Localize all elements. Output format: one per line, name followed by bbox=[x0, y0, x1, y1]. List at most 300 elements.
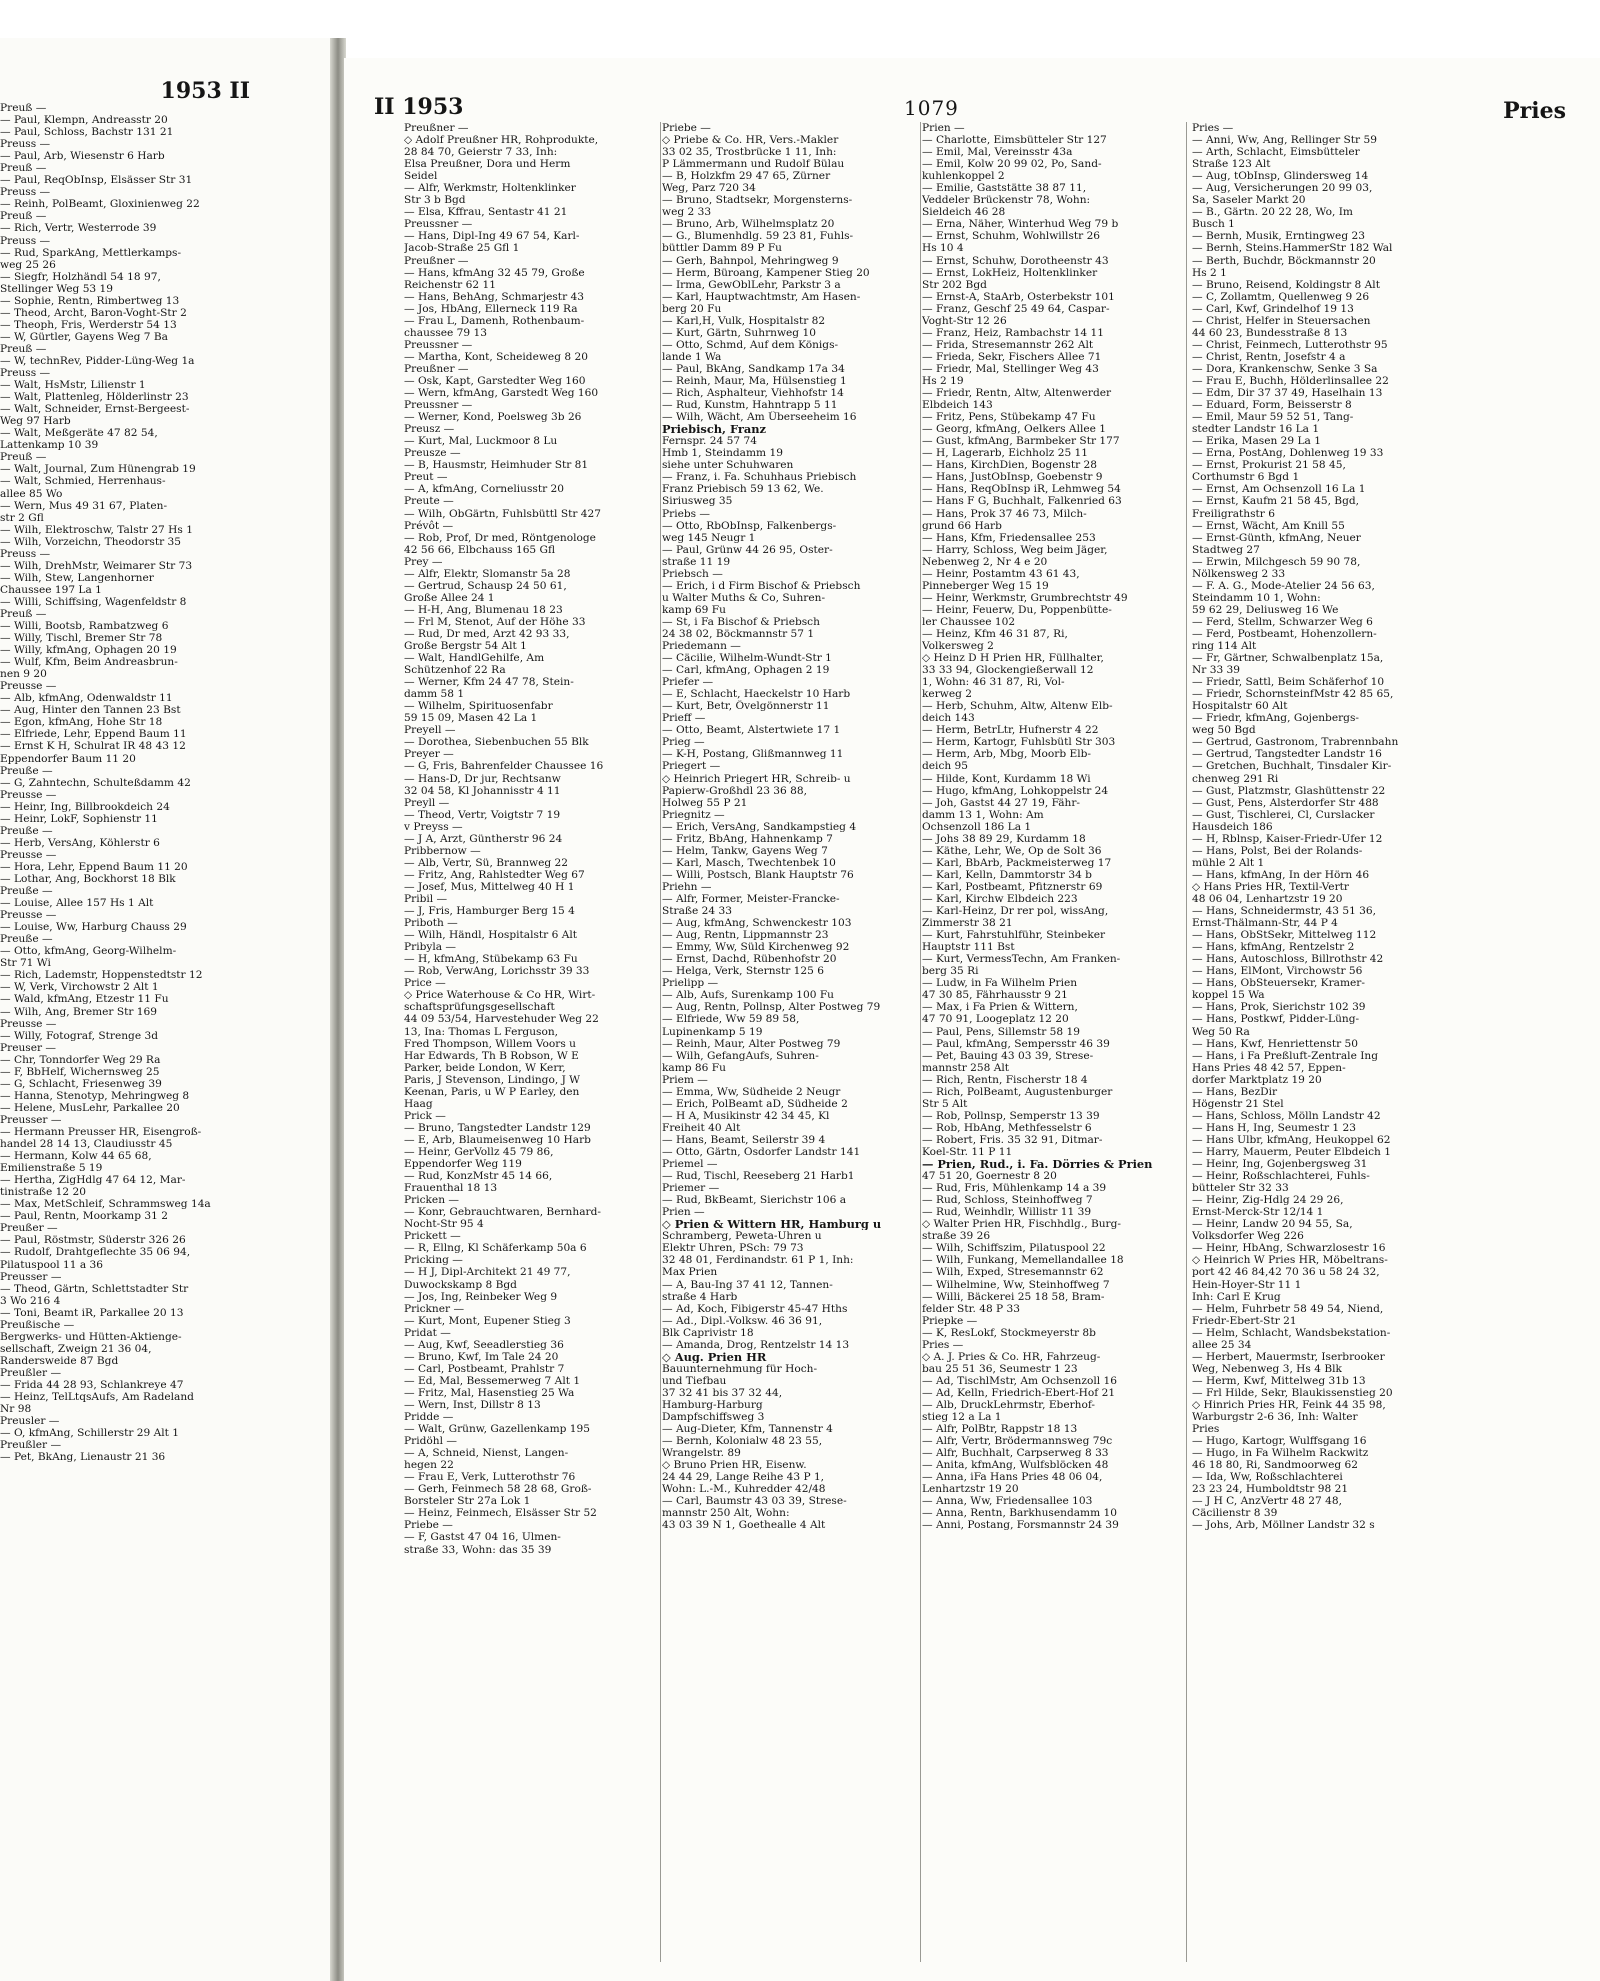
directory-entry-line: Reichenstr 62 11 bbox=[404, 278, 496, 291]
directory-entry-line: Nr 33 39 bbox=[1192, 664, 1241, 677]
directory-entry-line: — Eduard, Form, Beisserstr 8 bbox=[1192, 399, 1352, 412]
directory-entry-line: — Wern, Mus 49 31 67, Platen- bbox=[0, 499, 168, 512]
directory-entry-line: Pricking — bbox=[404, 1254, 463, 1267]
directory-entry-line: — Willi, Bootsb, Rambatzweg 6 bbox=[0, 620, 169, 633]
directory-entry-line: — Rich, Vertr, Westerrode 39 bbox=[0, 222, 157, 235]
directory-entry-line: — Paul, BkAng, Sandkamp 17a 34 bbox=[662, 362, 845, 375]
directory-entry-line: damm 58 1 bbox=[404, 688, 465, 701]
directory-entry-line: ◇ A. J. Pries & Co. HR, Fahrzeug- bbox=[922, 1350, 1101, 1363]
directory-entry-line: — Hans, ObSteuersekr, Kramer- bbox=[1192, 977, 1365, 990]
directory-entry-line: — Rob, Pollnsp, Semperstr 13 39 bbox=[922, 1109, 1100, 1122]
directory-entry-line: — Ernst K H, Schulrat IR 48 43 12 bbox=[0, 740, 186, 753]
directory-entry-line: 3 Wo 216 4 bbox=[0, 1294, 61, 1307]
directory-entry-line: allee 85 Wo bbox=[0, 487, 63, 500]
directory-entry-line: Preuß — bbox=[0, 451, 47, 464]
directory-entry-line: Freiligrathstr 6 bbox=[1192, 507, 1275, 520]
running-head: Pries bbox=[1503, 98, 1566, 124]
directory-entry-line: — Ernst, Schuhm, Wohlwillstr 26 bbox=[922, 230, 1101, 243]
directory-entry-line: Prévôt — bbox=[404, 519, 454, 532]
directory-entry-line: — B, Holzkfm 29 47 65, Zürner bbox=[662, 170, 831, 183]
directory-entry-line: — Hans, Autoschloss, Billrothstr 42 bbox=[1192, 953, 1384, 966]
directory-entry-line: — Wilh, Ang, Bremer Str 169 bbox=[0, 1005, 158, 1018]
directory-entry-line: — Carl, kfmAng, Ophagen 2 19 bbox=[662, 664, 830, 677]
directory-entry-line: bütteler Str 32 33 bbox=[1192, 1182, 1289, 1195]
directory-entry-line: — Bruno, Kwf, Im Tale 24 20 bbox=[404, 1350, 559, 1363]
directory-entry-line: — Alfr, Buchhalt, Carpserweg 8 33 bbox=[922, 1447, 1109, 1460]
directory-entry-line: Max Prien bbox=[662, 1266, 718, 1279]
directory-entry-line: — Frau E, Verk, Lutterothstr 76 bbox=[404, 1471, 576, 1484]
directory-entry-line: — Rud, Schloss, Steinhoffweg 7 bbox=[922, 1194, 1093, 1207]
directory-entry-line: tinistraße 12 20 bbox=[0, 1186, 86, 1199]
directory-entry-line: allee 25 34 bbox=[1192, 1338, 1252, 1351]
directory-entry-line: Preusse — bbox=[0, 788, 57, 801]
directory-entry-line: handel 28 14 13, Claudiusstr 45 bbox=[0, 1138, 173, 1151]
directory-entry-line: — H A, Musikinstr 42 34 45, Kl bbox=[662, 1109, 830, 1122]
directory-entry-line: damm 13 1, Wohn: Am bbox=[922, 808, 1044, 821]
directory-entry-line: Jacob-Straße 25 Gfl 1 bbox=[404, 242, 520, 255]
directory-entry-line: Duwockskamp 8 Bgd bbox=[404, 1278, 517, 1291]
directory-entry-line: — Hanna, Stenotyp, Mehringweg 8 bbox=[0, 1089, 190, 1102]
directory-entry-line: kerweg 2 bbox=[922, 688, 972, 701]
column-rule bbox=[660, 122, 661, 1962]
directory-entry-line: — Karl, Hauptwachtmstr, Am Hasen- bbox=[662, 290, 861, 303]
directory-entry-line: — Pet, Bauing 43 03 39, Strese- bbox=[922, 1049, 1094, 1062]
directory-entry-line: Preuss — bbox=[0, 138, 51, 151]
directory-entry-line: — Herm, BetrLtr, Hufnerstr 4 22 bbox=[922, 724, 1099, 737]
directory-entry-line: — Gust, Pens, Alsterdorfer Str 488 bbox=[1192, 796, 1379, 809]
directory-entry-line: Nebenweg 2, Nr 4 e 20 bbox=[922, 555, 1048, 568]
directory-entry-line: Str 5 Alt bbox=[922, 1097, 968, 1110]
directory-entry-line: 23 23 24, Humboldtstr 98 21 bbox=[1192, 1483, 1349, 1496]
directory-entry-line: Preusse — bbox=[0, 1017, 57, 1030]
directory-entry-line: — Friedr, kfmAng, Gojenbergs- bbox=[1192, 712, 1359, 725]
directory-entry-line: straße 11 19 bbox=[662, 555, 731, 568]
directory-entry-line: — Paul, Pens, Sillemstr 58 19 bbox=[922, 1025, 1080, 1038]
directory-entry-line: Har Edwards, Th B Robson, W E bbox=[404, 1049, 579, 1062]
directory-entry-line: Emilienstraße 5 19 bbox=[0, 1162, 103, 1175]
directory-entry-line: Prickner — bbox=[404, 1302, 465, 1315]
directory-entry-line: — Wilhelmine, Ww, Steinhoffweg 7 bbox=[922, 1278, 1110, 1291]
directory-entry-line: Steindamm 10 1, Wohn: bbox=[1192, 591, 1321, 604]
directory-entry-line: Priebsch — bbox=[662, 567, 723, 580]
directory-entry-line: Warburgstr 2-6 36, Inh: Walter bbox=[1192, 1411, 1358, 1424]
directory-entry-line: 37 32 41 bis 37 32 44, bbox=[662, 1386, 783, 1399]
directory-entry-line: Prick — bbox=[404, 1109, 446, 1122]
directory-entry-line: — Werner, Kond, Poelsweg 3b 26 bbox=[404, 411, 582, 424]
directory-entry-line: Chaussee 197 La 1 bbox=[0, 583, 102, 596]
directory-entry-line: Priebisch, Franz bbox=[662, 423, 767, 436]
directory-entry-line: — Willi, Schiffsing, Wagenfeldstr 8 bbox=[0, 595, 187, 608]
directory-entry-line: — Hans, ObStSekr, Mittelweg 112 bbox=[1192, 929, 1377, 942]
directory-entry-line: nen 9 20 bbox=[0, 668, 47, 681]
directory-entry-line: — Bernh, Kolonialw 48 23 55, bbox=[662, 1435, 823, 1448]
directory-entry-line: — F, BbHelf, Wichernsweg 25 bbox=[0, 1065, 160, 1078]
directory-entry-line: lande 1 Wa bbox=[662, 350, 722, 363]
directory-entry-line: Preuße — bbox=[0, 933, 53, 946]
directory-entry-line: Keenan, Paris, u W P Earley, den bbox=[404, 1085, 580, 1098]
directory-entry-line: Preusze — bbox=[404, 447, 461, 460]
directory-entry-line: Stellinger Weg 53 19 bbox=[0, 282, 114, 295]
directory-entry-line: — Gertrud, Tangstedter Landstr 16 bbox=[1192, 748, 1382, 761]
directory-entry-line: Preusse — bbox=[0, 680, 57, 693]
directory-entry-line: u Walter Muths & Co, Suhren- bbox=[662, 591, 826, 604]
directory-entry-line: — Fr, Gärtner, Schwalbenplatz 15a, bbox=[1192, 652, 1384, 665]
directory-entry-line: — Walt, Schmied, Herrenhaus- bbox=[0, 475, 166, 488]
directory-entry-line: — Paul, Klempn, Andreasstr 20 bbox=[0, 114, 168, 127]
directory-entry-line: Nocht-Str 95 4 bbox=[404, 1218, 484, 1231]
directory-entry-line: 47 30 85, Fährhausstr 9 21 bbox=[922, 989, 1068, 1002]
directory-entry-line: Koel-Str. 11 P 11 bbox=[922, 1145, 1013, 1158]
directory-entry-line: Hospitalstr 60 Alt bbox=[1192, 700, 1288, 713]
directory-entry-line: — Johs, Arb, Möllner Landstr 32 s bbox=[1192, 1519, 1375, 1532]
directory-entry-line: — Frieda, Sekr, Fischers Allee 71 bbox=[922, 350, 1102, 363]
directory-entry-line: weg 50 Bgd bbox=[1192, 724, 1256, 737]
directory-entry-line: Weg, Parz 720 34 bbox=[662, 182, 756, 195]
directory-entry-line: Schützenhof 22 Ra bbox=[404, 664, 506, 677]
directory-entry-line: ring 114 Alt bbox=[1192, 640, 1257, 653]
directory-entry-line: — Rob, VerwAng, Lorichsstr 39 33 bbox=[404, 965, 590, 978]
directory-entry-line: Weg, Nebenweg 3, Hs 4 Blk bbox=[1192, 1362, 1342, 1375]
directory-entry-line: und Tiefbau bbox=[662, 1374, 727, 1387]
directory-entry-line: — Dora, Krankenschw, Senke 3 Sa bbox=[1192, 362, 1378, 375]
directory-entry-line: — Heinr, Ing, Billbrookdeich 24 bbox=[0, 800, 170, 813]
directory-entry-line: P Lämmermann und Rudolf Bülau bbox=[662, 158, 845, 171]
directory-entry-line: — Alb, kfmAng, Odenwaldstr 11 bbox=[0, 692, 173, 705]
left-page bbox=[0, 38, 343, 1981]
directory-entry-line: — Ernst-A, StaArb, Osterbekstr 101 bbox=[922, 290, 1115, 303]
directory-entry-line: Elektr Uhren, PSch: 79 73 bbox=[662, 1242, 804, 1255]
directory-entry-line: 28 84 70, Geierstr 7 33, Inh: bbox=[404, 146, 558, 159]
directory-entry-line: — Friedr, SchornsteinfMstr 42 85 65, bbox=[1192, 688, 1394, 701]
right-page bbox=[344, 58, 1600, 1981]
directory-entry-line: — Heinr, Roßschlachterei, Fuhls- bbox=[1192, 1170, 1370, 1183]
directory-entry-line: — W, technRev, Pidder-Lüng-Weg 1a bbox=[0, 354, 195, 367]
directory-entry-line: — Frau L, Damenh, Rothenbaum- bbox=[404, 314, 585, 327]
directory-entry-line: hegen 22 bbox=[404, 1459, 454, 1472]
directory-entry-line: mühle 2 Alt 1 bbox=[1192, 856, 1265, 869]
directory-entry-line: — Hans, Postkwf, Pidder-Lüng- bbox=[1192, 1013, 1360, 1026]
directory-entry-line: Elsa Preußner, Dora und Herm bbox=[404, 158, 571, 171]
directory-entry-line: — Hans, Polst, Bei der Rolands- bbox=[1192, 844, 1363, 857]
directory-entry-line: sellschaft, Zweign 21 36 04, bbox=[0, 1342, 152, 1355]
directory-entry-line: — Rud, Dr med, Arzt 42 93 33, bbox=[404, 627, 570, 640]
directory-entry-line: — Christ, Helfer in Steuersachen bbox=[1192, 314, 1371, 327]
directory-entry-line: — Wilh, Elektroschw, Talstr 27 Hs 1 bbox=[0, 523, 193, 536]
directory-entry-line: — Herm, Kwf, Mittelweg 31b 13 bbox=[1192, 1374, 1366, 1387]
directory-entry-line: — Hans, ElMont, Virchowstr 56 bbox=[1192, 965, 1363, 978]
directory-entry-line: 59 62 29, Deliusweg 16 We bbox=[1192, 603, 1339, 616]
directory-entry-line: — Anna, Rentn, Barkhusendamm 10 bbox=[922, 1507, 1117, 1520]
directory-entry-line: — J, Fris, Hamburger Berg 15 4 bbox=[404, 905, 575, 918]
directory-entry-line: — Paul, Röstmstr, Süderstr 326 26 bbox=[0, 1234, 186, 1247]
directory-entry-line: kamp 86 Fu bbox=[662, 1061, 726, 1074]
directory-entry-line: — Wern, kfmAng, Garstedt Weg 160 bbox=[404, 387, 599, 400]
directory-entry-line: — Bruno, Stadtsekr, Morgensterns- bbox=[662, 194, 853, 207]
directory-entry-line: Pries bbox=[1192, 1423, 1220, 1436]
directory-entry-line: Pridöhl — bbox=[404, 1435, 457, 1448]
directory-entry-line: Prien — bbox=[662, 1206, 705, 1219]
directory-entry-line: 13, Ina: Thomas L Ferguson, bbox=[404, 1025, 559, 1038]
directory-entry-line: ◇ Heinrich Priegert HR, Schreib- u bbox=[662, 772, 851, 785]
directory-entry-line: Preußer — bbox=[0, 1222, 58, 1235]
directory-entry-line: — Paul, Grünw 44 26 95, Oster- bbox=[662, 543, 833, 556]
directory-entry-line: — Wilh, Exped, Stresemannstr 62 bbox=[922, 1266, 1104, 1279]
directory-entry-line: — Fritz, Ang, Rahlstedter Weg 67 bbox=[404, 868, 585, 881]
directory-entry-line: — Rud, BkBeamt, Sierichstr 106 a bbox=[662, 1194, 847, 1207]
directory-entry-line: Inh: Carl E Krug bbox=[1192, 1290, 1281, 1303]
directory-entry-line: — Arth, Schlacht, Eimsbütteler bbox=[1192, 146, 1360, 159]
directory-entry-line: — Gust, kfmAng, Barmbeker Str 177 bbox=[922, 435, 1120, 448]
directory-entry-line: — Aug, kfmAng, Schwenckestr 103 bbox=[662, 917, 852, 930]
directory-entry-line: — Herb, Schuhm, Altw, Altenw Elb- bbox=[922, 700, 1113, 713]
directory-entry-line: Priegert — bbox=[662, 760, 721, 773]
directory-entry-line: — Frl Hilde, Sekr, Blaukissenstieg 20 bbox=[1192, 1386, 1393, 1399]
directory-entry-line: str 2 Gfl bbox=[0, 511, 44, 524]
directory-entry-line: Eppendorfer Baum 11 20 bbox=[0, 752, 136, 765]
directory-entry-line: — Herm, Kartogr, Fuhlsbütl Str 303 bbox=[922, 736, 1116, 749]
directory-entry-line: Stadtweg 27 bbox=[1192, 543, 1260, 556]
directory-entry-line: Pilatuspool 11 a 36 bbox=[0, 1258, 104, 1271]
directory-entry-line: — Hans, ReqObInsp iR, Lehmweg 54 bbox=[922, 483, 1121, 496]
directory-entry-line: — Ida, Ww, Roßschlachterei bbox=[1192, 1471, 1343, 1484]
directory-entry-line: — Joh, Gastst 44 27 19, Fähr- bbox=[922, 796, 1081, 809]
directory-entry-line: 42 56 66, Elbchauss 165 Gfl bbox=[404, 543, 556, 556]
directory-entry-line: Preyell — bbox=[404, 724, 456, 737]
directory-entry-line: — Gertrud, Gastronom, Trabrennbahn bbox=[1192, 736, 1399, 749]
directory-entry-line: — Hans-D, Dr jur, Rechtsanw bbox=[404, 772, 561, 785]
directory-entry-line: Nr 98 bbox=[0, 1403, 32, 1416]
directory-entry-line: — Robert, Fris. 35 32 91, Ditmar- bbox=[922, 1133, 1103, 1146]
directory-entry-line: Corthumstr 6 Bgd 1 bbox=[1192, 471, 1300, 484]
directory-entry-line: ◇ Heinz D H Prien HR, Füllhalter, bbox=[922, 652, 1104, 665]
directory-entry-line: — Hans, kfmAng 32 45 79, Große bbox=[404, 266, 585, 279]
directory-entry-line: — Rud, Fris, Mühlenkamp 14 a 39 bbox=[922, 1182, 1107, 1195]
directory-entry-line: stedter Landstr 16 La 1 bbox=[1192, 423, 1320, 436]
directory-entry-line: ◇ Heinrich W Pries HR, Möbeltrans- bbox=[1192, 1254, 1388, 1267]
directory-entry-line: — Bruno, Tangstedter Landstr 129 bbox=[404, 1121, 591, 1134]
directory-entry-line: — Josef, Mus, Mittelweg 40 H 1 bbox=[404, 880, 575, 893]
directory-entry-line: mannstr 250 Alt, Wohn: bbox=[662, 1507, 790, 1520]
directory-entry-line: — Helm, Tankw, Gayens Weg 7 bbox=[662, 844, 828, 857]
directory-entry-line: — Bernh, Musik, Erntingweg 23 bbox=[1192, 230, 1365, 243]
directory-entry-line: — Kurt, Gärtn, Suhrnweg 10 bbox=[662, 326, 816, 339]
directory-entry-line: 44 60 23, Bundesstraße 8 13 bbox=[1192, 326, 1348, 339]
directory-entry-line: Große Allee 24 1 bbox=[404, 591, 495, 604]
directory-entry-line: — Carl, Postbeamt, Prahlstr 7 bbox=[404, 1362, 565, 1375]
directory-entry-line: — Harry, Mauerm, Peuter Elbdeich 1 bbox=[1192, 1145, 1391, 1158]
directory-entry-line: — Christ, Rentn, Josefstr 4 a bbox=[1192, 350, 1346, 363]
directory-entry-line: — Hans, Prok 37 46 73, Milch- bbox=[922, 507, 1087, 520]
directory-entry-line: berg 35 Ri bbox=[922, 965, 979, 978]
directory-entry-line: — Erwin, Milchgesch 59 90 78, bbox=[1192, 555, 1361, 568]
directory-entry-line: — Frida, Stresemannstr 262 Alt bbox=[922, 338, 1094, 351]
directory-entry-line: — Gust, Platzmstr, Glashüttenstr 22 bbox=[1192, 784, 1386, 797]
directory-entry-line: — Max, MetSchleif, Schrammsweg 14a bbox=[0, 1198, 211, 1211]
directory-entry-line: — Hans, i Fa Preßluft-Zentrale Ing bbox=[1192, 1049, 1378, 1062]
directory-entry-line: — Franz, Geschf 25 49 64, Caspar- bbox=[922, 302, 1110, 315]
directory-entry-line: Hamburg-Harburg bbox=[662, 1398, 763, 1411]
directory-entry-line: Paris, J Stevenson, Lindingo, J W bbox=[404, 1073, 581, 1086]
directory-entry-line: ◇ Bruno Prien HR, Eisenw. bbox=[662, 1459, 807, 1472]
directory-entry-line: Wohn: L.-M., Kuhredder 42/48 bbox=[662, 1483, 826, 1496]
directory-entry-line: — G., Blumenhdlg. 59 23 81, Fuhls- bbox=[662, 230, 854, 243]
directory-entry-line: — Hans F G, Buchhalt, Falkenried 63 bbox=[922, 495, 1122, 508]
directory-entry-line: — Hans, Prok, Sierichstr 102 39 bbox=[1192, 1001, 1366, 1014]
directory-entry-line: — Lothar, Ang, Bockhorst 18 Blk bbox=[0, 873, 176, 885]
directory-entry-line: 59 15 09, Masen 42 La 1 bbox=[404, 712, 538, 725]
directory-entry-line: — Reinh, PolBeamt, Gloxinienweg 22 bbox=[0, 198, 200, 211]
directory-entry-line: Preusler — bbox=[0, 1415, 60, 1428]
directory-entry-line: Price — bbox=[404, 977, 446, 990]
directory-entry-line: — Paul, Rentn, Moorkamp 31 2 bbox=[0, 1210, 168, 1223]
directory-entry-line: — Kurt, Fahrstuhlführ, Steinbeker bbox=[922, 929, 1106, 942]
directory-entry-line: Prien — bbox=[922, 122, 965, 134]
directory-entry-line: — Otto, kfmAng, Georg-Wilhelm- bbox=[0, 945, 177, 958]
directory-entry-line: ◇ Prien & Wittern HR, Hamburg u bbox=[662, 1218, 882, 1231]
directory-entry-line: Preuß — bbox=[0, 210, 47, 223]
directory-entry-line: — Rud, KonzMstr 45 14 66, bbox=[404, 1170, 553, 1183]
directory-entry-line: — Aug, Kwf, Seeadlerstieg 36 bbox=[404, 1338, 564, 1351]
directory-entry-line: — Wilh, GefangAufs, Suhren- bbox=[662, 1049, 819, 1062]
directory-entry-line: Volkersweg 2 bbox=[922, 640, 994, 653]
directory-entry-line: Prieff — bbox=[662, 712, 706, 725]
directory-entry-line: — Amanda, Drog, Rentzelstr 14 13 bbox=[662, 1338, 850, 1351]
directory-entry-line: Priegnitz — bbox=[662, 808, 725, 821]
directory-entry-line: — Karl,H, Vulk, Hospitalstr 82 bbox=[662, 314, 826, 327]
directory-entry-line: — J A, Arzt, Güntherstr 96 24 bbox=[404, 832, 563, 845]
directory-entry-line: — Hans, Beamt, Seilerstr 39 4 bbox=[662, 1133, 826, 1146]
directory-entry-line: Prielipp — bbox=[662, 977, 719, 990]
directory-entry-line: Haag bbox=[404, 1097, 433, 1110]
directory-entry-line: Straße 123 Alt bbox=[1192, 158, 1271, 171]
directory-entry-line: Franz Priebisch 59 13 62, We. bbox=[662, 483, 824, 496]
directory-entry-line: Preußner — bbox=[404, 122, 469, 134]
directory-entry-line: — K-H, Postang, Glißmannweg 11 bbox=[662, 748, 844, 761]
directory-column-4 bbox=[1192, 122, 1454, 1531]
directory-entry-line: — Ernst, Prokurist 21 58 45, bbox=[1192, 459, 1346, 472]
directory-entry-line: — G, Fris, Bahrenfelder Chaussee 16 bbox=[404, 760, 604, 773]
directory-entry-line: Str 3 b Bgd bbox=[404, 194, 466, 207]
directory-entry-line: — Wilh, Händl, Hospitalstr 6 Alt bbox=[404, 929, 577, 942]
directory-entry-line: — Emil, Maur 59 52 51, Tang- bbox=[1192, 411, 1354, 424]
directory-entry-line: — Heinz, Feinmech, Elsässer Str 52 bbox=[404, 1507, 597, 1520]
directory-entry-line: berg 20 Fu bbox=[662, 302, 722, 315]
directory-entry-line: Schramberg, Peweta-Uhren u bbox=[662, 1230, 822, 1243]
directory-entry-line: ◇ Price Waterhouse & Co HR, Wirt- bbox=[404, 989, 596, 1002]
directory-entry-line: — Helm, Fuhrbetr 58 49 54, Niend, bbox=[1192, 1302, 1384, 1315]
directory-entry-line: — Ernst, Am Ochsenzoll 16 La 1 bbox=[1192, 483, 1366, 496]
directory-entry-line: Preusse — bbox=[0, 848, 57, 861]
directory-entry-line: — H, kfmAng, Stübekamp 63 Fu bbox=[404, 953, 578, 966]
directory-entry-line: — Ad, TischlMstr, Am Ochsenzoll 16 bbox=[922, 1374, 1117, 1387]
directory-entry-line: — Rudolf, Drahtgeflechte 35 06 94, bbox=[0, 1246, 191, 1259]
directory-entry-line: — Christ, Feinmech, Lutterothstr 95 bbox=[1192, 338, 1388, 351]
directory-entry-line: — Wilh, Vorzeichn, Theodorstr 35 bbox=[0, 535, 182, 548]
directory-entry-line: — Hilde, Kont, Kurdamm 18 Wi bbox=[922, 772, 1091, 785]
directory-entry-line: Priehn — bbox=[662, 880, 712, 893]
directory-entry-line: — Heinr, Postamtm 43 61 43, bbox=[922, 567, 1080, 580]
directory-entry-line: Hauptstr 111 Bst bbox=[922, 941, 1015, 954]
directory-entry-line: — Erna, Näher, Winterhud Weg 79 b bbox=[922, 218, 1119, 231]
page-number: 1079 bbox=[904, 96, 959, 120]
directory-entry-line: Preussner — bbox=[404, 399, 473, 412]
directory-entry-line: Siriusweg 35 bbox=[662, 495, 733, 508]
directory-entry-line: Priebe — bbox=[662, 122, 711, 134]
directory-entry-line: felder Str. 48 P 33 bbox=[922, 1302, 1021, 1315]
directory-entry-line: Hans Pries 48 42 57, Eppen- bbox=[1192, 1061, 1346, 1074]
directory-entry-line: Weg 50 Ra bbox=[1192, 1025, 1250, 1038]
directory-entry-line: — Bruno, Reisend, Koldingstr 8 Alt bbox=[1192, 278, 1380, 291]
directory-entry-line: Preußner — bbox=[404, 362, 469, 375]
directory-entry-line: straße 39 26 bbox=[922, 1230, 991, 1243]
directory-entry-line: 24 38 02, Böckmannstr 57 1 bbox=[662, 627, 815, 640]
directory-entry-line: — Johs 38 89 29, Kurdamm 18 bbox=[922, 832, 1086, 845]
directory-entry-line: — Ed, Mal, Bessemerweg 7 Alt 1 bbox=[404, 1374, 581, 1387]
directory-entry-line: Preyll — bbox=[404, 796, 450, 809]
directory-entry-line: — W, Gürtler, Gayens Weg 7 Ba bbox=[0, 330, 168, 343]
directory-entry-line: — Toni, Beamt iR, Parkallee 20 13 bbox=[0, 1306, 184, 1319]
directory-entry-line: — Heinr, LokF, Sophienstr 11 bbox=[0, 812, 158, 825]
directory-entry-line: — Gretchen, Buchhalt, Tinsdaler Kir- bbox=[1192, 760, 1392, 773]
directory-entry-line: Preuser — bbox=[0, 1041, 57, 1054]
directory-entry-line: — Hans, JustObInsp, Goebenstr 9 bbox=[922, 471, 1103, 484]
directory-entry-line: 43 03 39 N 1, Goethealle 4 Alt bbox=[662, 1519, 826, 1532]
directory-entry-line: — Herm, Arb, Mbg, Moorb Elb- bbox=[922, 748, 1091, 761]
directory-entry-line: — Carl, Baumstr 43 03 39, Strese- bbox=[662, 1495, 847, 1508]
directory-entry-line: — Cäcilie, Wilhelm-Wundt-Str 1 bbox=[662, 652, 832, 665]
directory-entry-line: Högenstr 21 Stel bbox=[1192, 1097, 1284, 1110]
directory-entry-line: — C, Zollamtm, Quellenweg 9 26 bbox=[1192, 290, 1370, 303]
directory-entry-line: — Heinz, Kfm 46 31 87, Ri, bbox=[922, 627, 1068, 640]
directory-entry-line: Pribyla — bbox=[404, 941, 457, 954]
directory-entry-line: — Wilh, Schiffszim, Pilatuspool 22 bbox=[922, 1242, 1106, 1255]
directory-entry-line: Preut — bbox=[404, 471, 448, 484]
directory-entry-line: — Karl, Kirchw Elbdeich 223 bbox=[922, 893, 1078, 905]
directory-entry-line: — Rich, Rentn, Fischerstr 18 4 bbox=[922, 1073, 1088, 1086]
directory-entry-line: — Aug, Versicherungen 20 99 03, bbox=[1192, 182, 1373, 195]
directory-entry-line: Pridde — bbox=[404, 1411, 454, 1424]
directory-entry-line: — Franz, Heiz, Rambachstr 14 11 bbox=[922, 326, 1104, 339]
directory-entry-line: Seidel bbox=[404, 170, 438, 183]
directory-entry-line: Priemel — bbox=[662, 1158, 718, 1171]
directory-entry-line: Elbdeich 143 bbox=[922, 399, 993, 412]
directory-entry-line: — Herm, Büroang, Kampener Stieg 20 bbox=[662, 266, 870, 279]
directory-entry-line: — Siegfr, Holzhändl 54 18 97, bbox=[0, 270, 161, 283]
directory-entry-line: — E, Schlacht, Haeckelstr 10 Harb bbox=[662, 688, 851, 701]
directory-entry-line: — Martha, Kont, Scheideweg 8 20 bbox=[404, 350, 588, 363]
directory-entry-line: mannstr 258 Alt bbox=[922, 1061, 1010, 1074]
directory-entry-line: Preussner — bbox=[404, 218, 473, 231]
directory-entry-line: — Alfr, Werkmstr, Holtenklinker bbox=[404, 182, 576, 195]
directory-entry-line: — Wern, Inst, Dillstr 8 13 bbox=[404, 1398, 541, 1411]
directory-entry-line: — Emil, Kolw 20 99 02, Po, Sand- bbox=[922, 158, 1102, 171]
directory-entry-line: port 42 46 84,42 70 36 u 58 24 32, bbox=[1192, 1266, 1380, 1279]
directory-entry-line: Preußler — bbox=[0, 1366, 62, 1379]
directory-entry-line: Ernst-Merck-Str 12/14 1 bbox=[1192, 1206, 1324, 1219]
directory-entry-line: Lenhartzstr 19 20 bbox=[922, 1483, 1019, 1496]
directory-entry-line: kuhlenkoppel 2 bbox=[922, 170, 1005, 183]
directory-entry-line: — Hans Ulbr, kfmAng, Heukoppel 62 bbox=[1192, 1133, 1391, 1146]
directory-entry-line: — Paul, Arb, Wiesenstr 6 Harb bbox=[0, 150, 165, 163]
directory-entry-line: — Rich, Asphalteur, Viehhofstr 14 bbox=[662, 387, 844, 400]
left-page-column bbox=[0, 102, 250, 1463]
directory-entry-line: — Aug, Rentn, Lippmannstr 23 bbox=[662, 929, 829, 942]
directory-entry-line: 44 09 53/54, Harvestehuder Weg 22 bbox=[404, 1013, 599, 1026]
directory-column-1 bbox=[404, 122, 664, 1556]
directory-entry-line: Veddeler Brückenstr 78, Wohn: bbox=[922, 194, 1091, 207]
directory-entry-line: — Hans, kfmAng, In der Hörn 46 bbox=[1192, 868, 1370, 881]
directory-entry-line: — Hans H, Ing, Seumestr 1 23 bbox=[1192, 1121, 1357, 1134]
